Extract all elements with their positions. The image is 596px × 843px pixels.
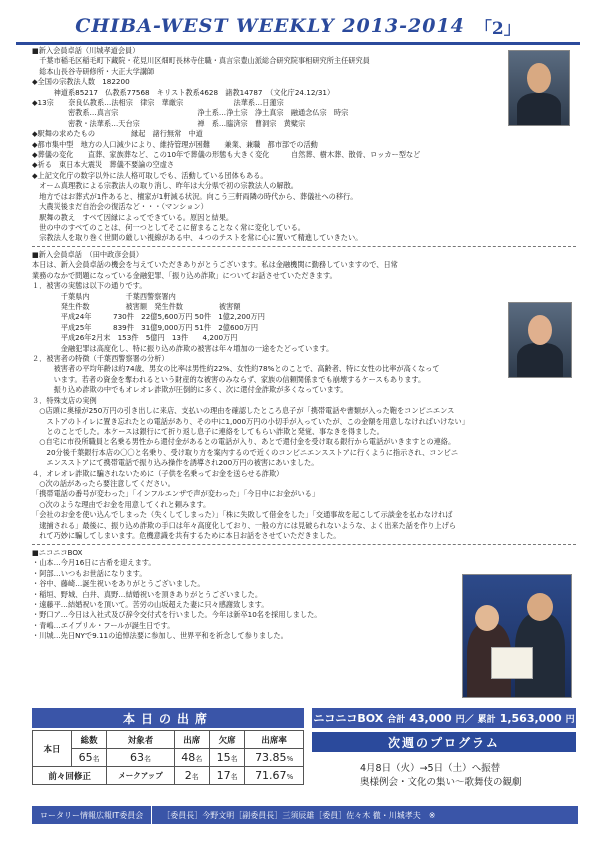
- text-line: ストアのトイレに置き忘れたとの電話があり、その中に1,000万円の小切手が入っていたが、この金額を用意しなければいけない」: [32, 416, 469, 426]
- text-line: 平成26年2月末 153件 5億円 13件 4,200万円: [32, 333, 238, 343]
- footer: [32, 806, 578, 824]
- text-line: ○店頭に奥様が250万円の引き出しに来店、支払いの理由を確認したところ息子が「携帯電話や書類が入った鞄をコンピニエンス: [32, 406, 455, 416]
- nico-total-label: 合計: [387, 714, 406, 725]
- text-line: 振り込め詐欺の中でもオレオレ詐欺が圧倒的に多く、次に還付金詐欺が多くなっています。: [32, 385, 348, 395]
- attendance-banner: 本日の出席: [32, 708, 304, 728]
- prev-present: 17名: [209, 767, 244, 785]
- divider: [32, 544, 576, 545]
- nico-yen2: 円: [565, 714, 575, 725]
- text-line: ○次のような理由でお金を用意してくれと頼みます。: [32, 499, 211, 509]
- text-line: 本日は、新入会員卓話の機会を与えていただきありがとうございます。私は金融機関に勤務していますので、日常: [32, 260, 398, 270]
- divider: [32, 246, 576, 247]
- text-line: エンスストアにて携帯電話で振り込み操作を誘導され200万円の被害にあいました。: [32, 458, 319, 468]
- speech-kawashiro: [32, 46, 420, 244]
- next-week-program-banner: 次週のプログラム: [312, 732, 576, 752]
- event-photo: [462, 574, 572, 698]
- speaker-photo-tanaka: [508, 302, 572, 378]
- text-line: ３．特殊支店の実例: [32, 395, 97, 405]
- text-line: ◆13宗 奈良仏教系…法相宗 律宗 華厳宗 法華系…日蓮宗: [32, 98, 284, 108]
- prev-label: 前々回修正: [33, 767, 107, 785]
- text-line: ◆上記文化庁の数字以外に法人格可取しでも、活動している団体もある。: [32, 170, 268, 180]
- text-line: とのことでした。本ケースは銀行にて折り返し息子に連絡をしてもらい詐欺と発覚、事なきを得ました。: [32, 426, 384, 436]
- text-line: 密教系…真言宗 浄土系…浄土宗 浄土真宗 融通念仏宗 時宗: [32, 108, 349, 118]
- speech-tanaka: [32, 250, 469, 541]
- text-line: ・谷中、藤崎…誕生祝いをありがとうございました。: [32, 579, 205, 589]
- col-eligible: 対象者: [107, 731, 174, 749]
- text-line: 千葉県内 千葉西警察署内: [32, 291, 176, 301]
- program-line-2: 奥様例会・文化の集い～歌舞伎の観劇: [360, 777, 522, 788]
- text-line: ◆全国の宗教法人数 182200: [32, 77, 130, 87]
- col-rate: 出席率: [245, 731, 304, 749]
- text-line: ・稲垣、野城、白井、真野…結婚祝いを頂きありがとうございました。: [32, 589, 263, 599]
- text-line: ・山本…今月16日に古希を迎えます。: [32, 558, 156, 568]
- col-total: 総数: [72, 731, 107, 749]
- text-line: ◆葬儀の変化 直葬、家族葬など、この10年で葬儀の形態も大きく変化 自然葬、樹木葬、散骨、ロッカー型など: [32, 150, 421, 160]
- text-line: 「会社のお金を使い込んでしまった（失くしてしまった）」「株に失敗して借金をした」「交通事故を起こして示談金を払わなければ: [32, 510, 453, 520]
- text-line: ○自宅に市役所職員と名乗る男性から還付金があるとの電話が入り、あとで還付金を受け取る銀行から電話がいきますとの連絡。: [32, 437, 456, 447]
- text-line: ◆祈る 東日本大震災 葬儀不要論の空虚さ: [32, 160, 175, 170]
- text-line: ■新入会員卓話 （田中政彦会員）: [32, 250, 144, 259]
- today-total: 65名: [72, 749, 107, 767]
- text-line: 発生件数 被害額 発生件数 被害額: [32, 302, 241, 312]
- today-present: 48名: [174, 749, 209, 767]
- text-line: ■新入会員卓話（川城孝道会員）: [32, 46, 140, 55]
- text-line: 金融犯罪は高度化し、特に振り込め詐欺の被害は年々増加の一途をたどっています。: [32, 343, 334, 353]
- today-eligible: 63名: [107, 749, 174, 767]
- text-line: ◆都市集中型 地方の人口減少により、維持管理が困難 兼業、兼職 都市部での活動: [32, 139, 318, 149]
- nico-cumulative: 1,563,000: [499, 711, 562, 725]
- today-rate: 73.85%: [245, 749, 304, 767]
- text-line: 平成25年 839件 31億9,000万円 51件 2億600万円: [32, 322, 259, 332]
- masthead: [16, 10, 580, 45]
- text-line: います。若者の資金を奪われるという財産的な被害のみならず、家族の信頼関係までも崩壊するケースもあります。: [32, 374, 426, 384]
- text-line: 平成24年 730件 22億5,600万円 50件 1億2,200万円: [32, 312, 265, 322]
- text-line: ■ニコニコBOX: [32, 548, 83, 557]
- attendance-table: [32, 730, 304, 785]
- today-label: 本日: [33, 731, 72, 767]
- nico-yen: 円／: [455, 714, 474, 725]
- speaker-photo-kawashiro: [508, 50, 570, 126]
- col-present: 出席: [174, 731, 209, 749]
- text-line: 業務のなかで問題になっている金融犯罪、「振り込め詐欺」についてお話させていただきます。: [32, 270, 337, 280]
- text-line: ・青嶋…エイプリル・フールが誕生日です。: [32, 620, 175, 630]
- today-absent: 15名: [209, 749, 244, 767]
- text-line: 世の中のすべてのことは、何一つとしてそこに留まることなく常に変化している。: [32, 222, 305, 232]
- next-week-program: [360, 762, 522, 790]
- text-line: ・野口ア…今日は入社式及び辞令交付式を行いました。今年は新卒10名を採用しました。: [32, 610, 322, 620]
- text-line: 20分後千葉銀行本店の〇〇と名乗り、受け取り方を案内するので近くのコンビニエンスストアに行くように指示され、コンビニ: [32, 447, 459, 457]
- nikoniko-box-list: [32, 548, 321, 642]
- makeup-count: 2名: [174, 767, 209, 785]
- text-line: 駅舞の教え すべて因縁によってできている。原因と結果。: [32, 212, 234, 222]
- makeup-label: メークアップ: [107, 767, 174, 785]
- text-line: １．被害の実態は以下の通りです。: [32, 281, 147, 291]
- text-line: ４．オレオレ詐欺に騙されないために（子供を名乗ってお金を送らせる詐欺）: [32, 468, 284, 478]
- text-line: ・遠藤平…結婚祝いを頂いて。苦労の山坂超えた妻に只々感謝致します。: [32, 600, 269, 610]
- text-line: オーム真理教による宗教法人の取り消し、昨年は大分県で初の宗教法人の解散。: [32, 181, 298, 191]
- text-line: 神道系85217 仏教系77568 キリスト教系4628 諸教14787 （文化庁24.12/31）: [32, 87, 335, 97]
- text-line: 密教・法華系…天台宗 禅 系…臨済宗 曹洞宗 黄檗宗: [32, 118, 306, 128]
- nico-label: ニコニコBOX: [313, 712, 384, 725]
- prev-rate: 71.67%: [245, 767, 304, 785]
- col-absent: 欠席: [209, 731, 244, 749]
- footer-members: ［委員長］今野文明［副委員長］三須辰雄［委員］佐々木 徹・川城孝夫 ※: [162, 810, 436, 820]
- text-line: ２．被害者の特徴（千葉西警察署の分析）: [32, 354, 169, 364]
- footer-committee: ロータリー情報広報IT委員会: [32, 806, 152, 824]
- text-line: 大農災後まだ自治会の復活など・・・（マンション）: [32, 202, 208, 212]
- text-line: 逮捕される」最後に、振り込め詐欺の手口は年々高度化しており、一般の方には見破られないような、よく出来た話を作り上げら: [32, 520, 457, 530]
- program-line-1: 4月8日（火）→5日（土）へ振替: [360, 763, 501, 774]
- text-line: 千葉市稲毛区稲毛町下藏院・花見川区畑町長林寺住職・真言宗豊山派総合研究院事相研究所主任研究員: [32, 56, 370, 66]
- text-line: 地方ではお葬式が1件あると、檀家が1軒減る状況。向こう三軒両隣の時代から、葬儀社への移行。: [32, 191, 358, 201]
- nico-total: 43,000: [409, 711, 452, 725]
- newsletter-title: CHIBA-WEST WEEKLY 2013-2014: [75, 15, 465, 37]
- nikoniko-box-banner: [312, 708, 576, 728]
- text-line: ・阿部…いつもお世話になります。: [32, 568, 147, 578]
- issue-number: 「2」: [474, 18, 521, 39]
- text-line: ○次の話があったら要注意してください。: [32, 478, 175, 488]
- text-line: 総本山長谷寺研修所・大正大学講師: [32, 66, 155, 76]
- text-line: れて巧妙に騙してしまいます。危機意識を共有するために本日お話をさせていただきました。: [32, 530, 341, 540]
- text-line: ◆駅舞の求めたもの 縁起 諸行無常 中道: [32, 129, 203, 139]
- text-line: 被害者の平均年齢は約74歳、男女の比率は男性約22%、女性約78%とのことで、高齢者、特に女性の比率が高くなって: [32, 364, 440, 374]
- text-line: 「携帯電話の番号が変わった」「インフルエンザで声が変わった」「今日中にお金がいる」: [32, 489, 320, 499]
- nico-cum-label: 累計: [477, 714, 496, 725]
- text-line: 宗教法人を取り巻く世間の厳しい視線がある中、４つのテストを常に心に置いて精進していきたい。: [32, 233, 363, 243]
- text-line: ・川城…先日NYで9.11の追悼法要に参加し、世界平和を祈念して参りました。: [32, 631, 288, 641]
